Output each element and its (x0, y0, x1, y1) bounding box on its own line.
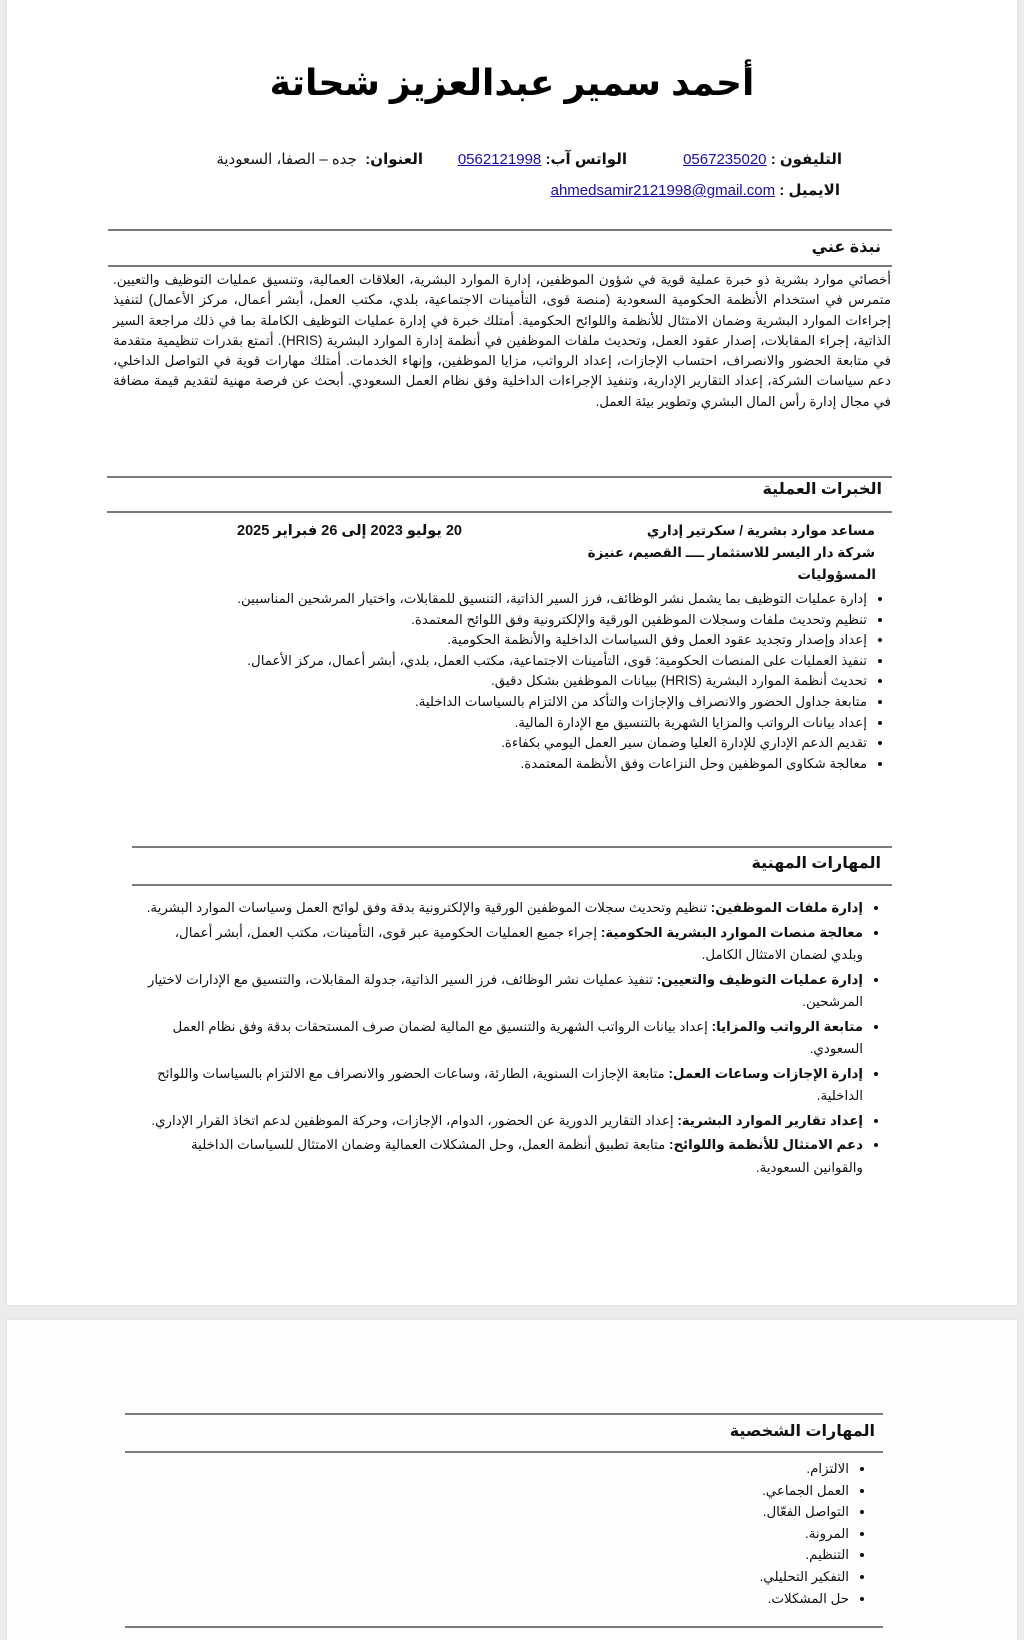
personal-skills-list (449, 1458, 867, 1609)
job-title: مساعد موارد بشرية / سكرتير إداري (646, 523, 875, 538)
whatsapp-field (458, 150, 627, 168)
skill-label: دعم الامتثال للأنظمة واللوائح: (668, 1137, 863, 1152)
resume-page-2 (7, 1320, 1017, 1640)
address-field (216, 150, 423, 168)
list-item (143, 969, 863, 1014)
section-divider (125, 1413, 883, 1415)
email-link[interactable]: ahmedsamir2121998@gmail.com (550, 182, 776, 199)
list-item: • إدارة عمليات التوظيف بما يشمل نشر الوظائف، فرز السير الذاتية، التنسيق للمقابلات، واختيار المرشحين المناسبين. (167, 589, 867, 610)
section-divider (125, 1451, 883, 1453)
phone-field (683, 150, 842, 168)
list-item: • إعداد وإصدار وتجديد عقود العمل وفق السياسات الداخلية والأنظمة الحكومية. (167, 630, 867, 651)
list-item (143, 1110, 863, 1133)
job-dates: 20 يوليو 2023 إلى 26 فبراير 2025 (237, 523, 462, 539)
about-text: أخصائي موارد بشرية ذو خبرة عملية قوية في شؤون الموظفين، إدارة الموارد البشرية، العلاقات العمالية، وتنسيق عمليات التوظيف والتعيين. متمرس في استخدام الأنظمة الحكومية السعودية (منصة قوى، التأمينات الاجتماعية، بلدي، مكتب العمل، أبشر أعمال، مركز الأعمال) لتنفيذ إجراءات الموارد البشرية وضمان الامتثال للأنظمة واللوائح الحكومية. أمتلك خبرة في إدارة عمليات التوظيف الكاملة بما في ذلك مراجعة السير الذاتية، إجراء المقابلات، إصدار عقود العمل، وتحديث ملفات الموظفين في أنظمة إدارة الموارد البشرية (HRIS). أتمتع بقدرات تنظيمية متقدمة في متابعة الحضور والانصراف، احتساب الإجازات، إعداد الرواتب، مزايا الموظفين، وإنهاء الخدمات. أمتلك مهارات قوية في التواصل الداخلي، دعم سياسات الشركة، إعداد التقارير الإدارية، وتنفيذ الإجراءات الداخلية وفق نظام العمل السعودي. أبحث عن فرصة مهنية لتقديم قيمة مضافة في مجال إدارة رأس المال البشري وتطوير بيئة العمل. (113, 272, 891, 409)
list-item: • تحديث أنظمة الموارد البشرية (HRIS) ببيانات الموظفين بشكل دقيق. (167, 671, 867, 692)
list-item: • تنفيذ العمليات على المنصات الحكومية: قوى، التأمينات الاجتماعية، مكتب العمل، بلدي، أبشر أعمال، مركز الأعمال. (167, 651, 867, 672)
whatsapp-link[interactable]: 0562121998 (457, 151, 542, 168)
skill-text: إعداد بيانات الرواتب الشهرية والتنسيق مع المالية لضمان صرف المستحقات بدقة وفق نظام العمل السعودي. (172, 1018, 863, 1056)
skill-text: تنفيذ عمليات نشر الوظائف، فرز السير الذاتية، جدولة المقابلات، والتنسيق مع الإدارات لاختيار المرشحين. (147, 971, 863, 1009)
professional-skills-title: المهارات المهنية (751, 855, 881, 872)
skill-label: إدارة ملفات الموظفين: (710, 900, 863, 915)
list-item: • حل المشكلات. (449, 1588, 849, 1610)
section-divider (107, 476, 892, 478)
list-item (143, 897, 863, 920)
list-item: • المرونة. (449, 1523, 849, 1545)
phone-label: التليفون : (770, 151, 842, 168)
email-field (551, 181, 840, 199)
skill-label: إدارة الإجازات وساعات العمل: (668, 1065, 863, 1081)
list-item (143, 1016, 863, 1061)
skill-label: إعداد تقارير الموارد البشرية: (677, 1112, 863, 1128)
list-item (143, 1134, 863, 1179)
list-item: • الالتزام. (449, 1458, 849, 1480)
address-value: جده – الصفا، السعودية (216, 151, 357, 168)
section-divider (132, 846, 892, 848)
whatsapp-label: الواتس آب: (545, 151, 627, 168)
phone-link[interactable]: 0567235020 (683, 151, 767, 168)
list-item: • التواصل الفعّال. (449, 1501, 849, 1523)
section-divider (107, 511, 892, 513)
list-item: • متابعة جداول الحضور والانصراف والإجازات والتأكد من الالتزام بالسياسات الداخلية. (167, 692, 867, 713)
list-item: • العمل الجماعي. (449, 1480, 849, 1502)
list-item: • تنظيم وتحديث ملفات وسجلات الموظفين الورقية والإلكترونية وفق اللوائح المعتمدة. (167, 610, 867, 631)
list-item: • تقديم الدعم الإداري للإدارة العليا وضمان سير العمل اليومي بكفاءة. (167, 733, 867, 754)
list-item: • التفكير التحليلي. (449, 1566, 849, 1588)
list-item: • التنظيم. (449, 1544, 849, 1566)
responsibilities-list (167, 589, 885, 774)
skill-text: تنظيم وتحديث سجلات الموظفين الورقية والإلكترونية بدقة وفق لوائح العمل وسياسات الموارد البشرية. (146, 900, 708, 915)
section-divider (132, 884, 892, 886)
skill-label: إدارة عمليات التوظيف والتعيين: (656, 971, 863, 987)
professional-skills-list (143, 897, 881, 1181)
list-item: • إعداد بيانات الرواتب والمزايا الشهرية بالتنسيق مع الإدارة المالية. (167, 713, 867, 734)
candidate-name: أحمد سمير عبدالعزيز شحاتة (269, 62, 755, 103)
company-name: شركة دار اليسر للاستثمار ــــ القصيم، عنيزة (587, 545, 875, 560)
skill-text: إجراء جميع العمليات الحكومية عبر قوى، التأمينات، مكتب العمل، أبشر أعمال، وبلدي لضمان الامتثال الكامل. (174, 924, 863, 962)
skill-text: متابعة الإجازات السنوية، الطارئة، وساعات الحضور والانصراف مع الالتزام بالسياسات واللوائح الداخلية. (157, 1065, 863, 1103)
list-item (143, 922, 863, 967)
skill-text: إعداد التقارير الدورية عن الحضور، الدوام، الإجازات، وحركة الموظفين لدعم اتخاذ القرار الإداري. (151, 1112, 674, 1128)
address-label: العنوان: (365, 151, 423, 168)
section-divider (108, 229, 892, 231)
email-label: الايميل : (779, 182, 840, 199)
resume-page-1 (7, 0, 1017, 1305)
list-item: • معالجة شكاوى الموظفين وحل النزاعات وفق الأنظمة المعتمدة. (167, 754, 867, 775)
list-item (143, 1063, 863, 1108)
about-title: نبذة عني (811, 239, 881, 256)
section-divider (108, 265, 892, 267)
skill-label: معالجة منصات الموارد البشرية الحكومية: (600, 924, 863, 940)
skill-text: متابعة تطبيق أنظمة العمل، وحل المشكلات العمالية وضمان الامتثال للسياسات الداخلية والقوانين السعودية. (190, 1137, 863, 1175)
responsibilities-label: المسؤوليات (797, 567, 876, 582)
personal-skills-title: المهارات الشخصية (729, 1423, 875, 1440)
experience-title: الخبرات العملية (762, 481, 882, 498)
skill-label: متابعة الرواتب والمزايا: (711, 1018, 863, 1034)
section-divider (125, 1626, 883, 1628)
